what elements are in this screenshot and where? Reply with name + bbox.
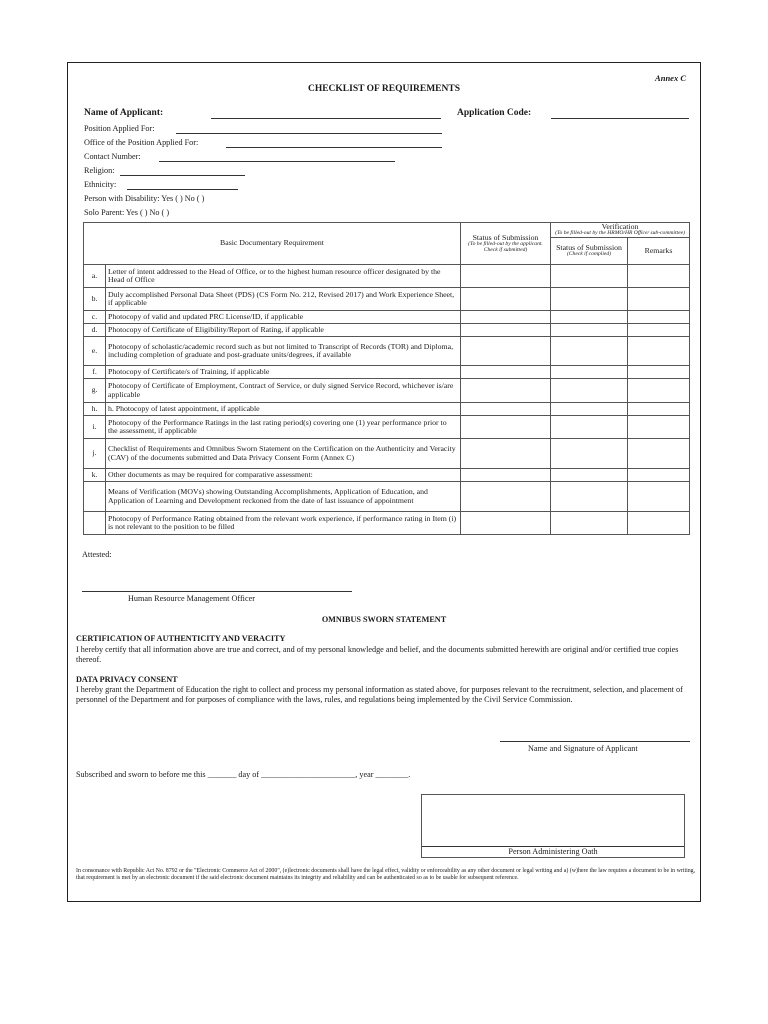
remarks-cell[interactable] <box>628 512 690 535</box>
verify-cell[interactable] <box>551 288 628 311</box>
status-cell[interactable] <box>461 288 551 311</box>
status-cell[interactable] <box>461 311 551 324</box>
remarks-cell[interactable] <box>628 288 690 311</box>
row-letter <box>84 512 106 535</box>
remarks-cell[interactable] <box>628 311 690 324</box>
contact-label: Contact Number: <box>84 152 141 161</box>
administering-label: Person Administering Oath <box>508 847 598 856</box>
col-status2-header: Status of Submission (Check if complied) <box>551 238 628 265</box>
status-cell[interactable] <box>461 379 551 403</box>
verify-cell[interactable] <box>551 482 628 512</box>
religion-field[interactable] <box>120 166 245 176</box>
row-text: Photocopy of Certificate of Employment, Contract of Service, or duly signed Service Record, whichever is/are applicable <box>106 379 461 403</box>
remarks-cell[interactable] <box>628 366 690 379</box>
application-code-field[interactable] <box>551 109 689 119</box>
ethnicity-field[interactable] <box>127 180 238 190</box>
remarks-cell[interactable] <box>628 403 690 416</box>
status-cell[interactable] <box>461 366 551 379</box>
row-text: Photocopy of the Performance Ratings in the last rating period(s) covering one (1) year performance prior to the assessment, if applicable <box>106 416 461 439</box>
verify-cell[interactable] <box>551 439 628 469</box>
row-text: Means of Verification (MOVs) showing Outstanding Accomplishments, Application of Education, and Application of Learning and Development reckoned from the date of last issuance of appointment <box>106 482 461 512</box>
status-cell[interactable] <box>461 469 551 482</box>
cav-heading: CERTIFICATION OF AUTHENTICITY AND VERACITY <box>76 634 286 643</box>
row-text: h. Photocopy of latest appointment, if applicable <box>106 403 461 416</box>
status-cell[interactable] <box>461 482 551 512</box>
row-letter: c. <box>84 311 106 324</box>
status-cell[interactable] <box>461 512 551 535</box>
hrmo-signature-line[interactable] <box>82 591 352 592</box>
row-text: Checklist of Requirements and Omnibus Sworn Statement on the Certification on the Authenticity and Veracity (CAV) of the documents submitted and Data Privacy Consent Form (Annex C) <box>106 439 461 469</box>
office-label: Office of the Position Applied For: <box>84 138 199 147</box>
table-row <box>84 324 690 337</box>
application-code-label: Application Code: <box>457 108 532 118</box>
solo-parent-field[interactable]: Solo Parent: Yes ( ) No ( ) <box>84 208 170 217</box>
position-label: Position Applied For: <box>84 124 155 133</box>
oath-box[interactable] <box>421 794 685 858</box>
row-letter <box>84 482 106 512</box>
remarks-cell[interactable] <box>628 439 690 469</box>
verify-cell[interactable] <box>551 512 628 535</box>
row-text: Photocopy of Certificate of Eligibility/Report of Rating, if applicable <box>106 324 461 337</box>
status-cell[interactable] <box>461 403 551 416</box>
table-row <box>84 416 690 439</box>
row-text: Photocopy of Performance Rating obtained from the relevant work experience, if performance rating in Item (i) is not relevant to the position to be filled <box>106 512 461 535</box>
attested-label: Attested: <box>82 550 112 559</box>
remarks-cell[interactable] <box>628 379 690 403</box>
position-field[interactable] <box>176 124 442 134</box>
col-remarks-header: Remarks <box>628 238 690 265</box>
table-row <box>84 482 690 512</box>
hrmo-label: Human Resource Management Officer <box>128 594 255 603</box>
ethnicity-label: Ethnicity: <box>84 180 117 189</box>
col-status-note: (To be filled-out by the applicant. Check if submitted) <box>468 241 543 253</box>
col-status-header: Status of Submission (To be filled-out by the applicant. Check if submitted) <box>461 223 551 265</box>
verify-cell[interactable] <box>551 403 628 416</box>
row-text: Photocopy of Certificate/s of Training, if applicable <box>106 366 461 379</box>
status-cell[interactable] <box>461 337 551 366</box>
remarks-cell[interactable] <box>628 416 690 439</box>
applicant-name-field[interactable] <box>211 109 441 119</box>
row-letter: g. <box>84 379 106 403</box>
col-status2-note: (Check if complied) <box>566 251 612 258</box>
applicant-signature-label: Name and Signature of Applicant <box>528 744 638 753</box>
row-letter: j. <box>84 439 106 469</box>
verify-cell[interactable] <box>551 416 628 439</box>
verify-cell[interactable] <box>551 337 628 366</box>
row-letter: i. <box>84 416 106 439</box>
verify-cell[interactable] <box>551 469 628 482</box>
row-letter: a. <box>84 265 106 288</box>
table-row <box>84 379 690 403</box>
contact-field[interactable] <box>159 152 395 162</box>
table-row <box>84 469 690 482</box>
verify-cell[interactable] <box>551 311 628 324</box>
table-row <box>84 512 690 535</box>
row-text: Photocopy of valid and updated PRC License/ID, if applicable <box>106 311 461 324</box>
table-row <box>84 265 690 288</box>
table-row <box>84 288 690 311</box>
omnibus-title: OMNIBUS SWORN STATEMENT <box>321 615 447 624</box>
requirements-table <box>83 222 690 535</box>
row-letter: f. <box>84 366 106 379</box>
remarks-cell[interactable] <box>628 469 690 482</box>
table-row <box>84 311 690 324</box>
status-cell[interactable] <box>461 416 551 439</box>
verify-cell[interactable] <box>551 366 628 379</box>
row-text: Letter of intent addressed to the Head of Office, or to the highest human resource officer designated by the Head of Office <box>106 265 461 288</box>
verify-cell[interactable] <box>551 265 628 288</box>
table-row <box>84 366 690 379</box>
remarks-cell[interactable] <box>628 324 690 337</box>
row-letter: d. <box>84 324 106 337</box>
sworn-line[interactable]: Subscribed and sworn to before me this _______ day of _______________________, year ________. <box>76 770 411 779</box>
verify-cell[interactable] <box>551 324 628 337</box>
row-letter: h. <box>84 403 106 416</box>
table-row <box>84 337 690 366</box>
remarks-cell[interactable] <box>628 482 690 512</box>
table-row <box>84 439 690 469</box>
verify-cell[interactable] <box>551 379 628 403</box>
status-cell[interactable] <box>461 265 551 288</box>
document-title: CHECKLIST OF REQUIREMENTS <box>307 84 461 94</box>
table-row <box>84 403 690 416</box>
row-letter: k. <box>84 469 106 482</box>
privacy-text: I hereby grant the Department of Education the right to collect and process my personal information as stated above, for purposes relevant to the recruitment, selection, and placement of personnel of the Department and for purposes of compliance with the laws, rules, and regulations being implemented by the Civil Service Commission. <box>76 685 683 704</box>
remarks-cell[interactable] <box>628 265 690 288</box>
cav-text: I hereby certify that all information above are true and correct, and of my personal knowledge and belief, and the documents submitted herewith are original and/or certified true copies thereof. <box>76 645 679 664</box>
annex-label: Annex C <box>655 73 686 83</box>
pwd-field[interactable]: Person with Disability: Yes ( ) No ( ) <box>84 194 205 203</box>
row-letter: e. <box>84 337 106 366</box>
privacy-heading: DATA PRIVACY CONSENT <box>76 675 178 684</box>
row-text: Other documents as may be required for comparative assessment: <box>106 469 461 482</box>
row-letter: b. <box>84 288 106 311</box>
religion-label: Religion: <box>84 166 115 175</box>
row-text: Duly accomplished Personal Data Sheet (PDS) (CS Form No. 212, Revised 2017) and Work Experience Sheet, if applicable <box>106 288 461 311</box>
document-page <box>67 62 701 902</box>
remarks-cell[interactable] <box>628 337 690 366</box>
footnote: In consonance with Republic Act No. 8792 or the "Electronic Commerce Act of 2000", (e)lectronic documents shall have the legal effect, validity or enforceability as any other document or legal writing and a) (w)here the law requires a document to be in writing, that requirement is met by an electronic document if the said electronic document maintains its integrity and reliability and can be authenticated so as to be usable for subsequent reference. <box>76 868 696 882</box>
status-cell[interactable] <box>461 324 551 337</box>
col-verification-note: (To be filled-out by the HRMO/HR Office/ sub-committee) <box>555 230 685 237</box>
applicant-name-label: Name of Applicant: <box>84 108 164 118</box>
col-verification-header: Verification (To be filled-out by the HRMO/HR Office/ sub-committee) <box>551 223 690 238</box>
office-field[interactable] <box>226 138 442 148</box>
col-requirement-header: Basic Documentary Requirement <box>84 223 461 265</box>
applicant-signature-line[interactable] <box>500 741 690 742</box>
status-cell[interactable] <box>461 439 551 469</box>
row-text: Photocopy of scholastic/academic record such as but not limited to Transcript of Records (TOR) and Diploma, including completion of graduate and post-graduate units/degrees, if available <box>106 337 461 366</box>
